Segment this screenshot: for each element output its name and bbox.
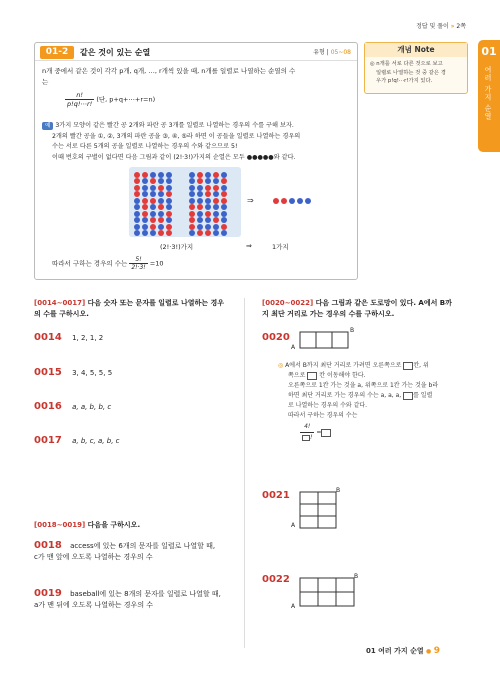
concept-answer [52, 256, 164, 271]
blue-ball [189, 178, 195, 184]
red-ball [221, 191, 227, 197]
problem-0014 [34, 332, 103, 343]
caption-left: (2!·3!)가지 [160, 243, 194, 251]
problem-number: 0018 [34, 540, 62, 551]
red-ball [150, 178, 156, 184]
blue-ball [213, 178, 219, 184]
point-b-label: B [336, 487, 341, 494]
concept-header [35, 43, 357, 61]
problem-0020-number: 0020 [262, 332, 290, 343]
red-ball [205, 230, 211, 236]
red-ball [189, 204, 195, 210]
problem-text: 1, 2, 1, 2 [72, 334, 104, 342]
road-grid-0021 [296, 488, 342, 532]
hint-line: 따라서 구하는 경우의 수는 [288, 412, 358, 419]
hint-line: A에서 B까지 최단 거리로 가려면 오른쪽으로 [285, 362, 402, 369]
red-ball [189, 217, 195, 223]
point-a-label: A [291, 344, 296, 351]
header-section: 정답 및 풀이 [416, 23, 449, 30]
hint-mark: ◎ [278, 362, 284, 369]
answer-value: =10 [149, 259, 164, 268]
problem-text: a, b, c, a, b, c [72, 437, 120, 445]
blue-ball [213, 204, 219, 210]
page-number: 9 [433, 646, 440, 656]
blue-ball [142, 230, 148, 236]
blue-ball [166, 217, 172, 223]
answer-fraction [129, 256, 147, 271]
blue-ball [221, 230, 227, 236]
point-b-label: B [350, 327, 355, 334]
hint-numerator: 4! [300, 422, 314, 433]
concept-box [34, 42, 358, 280]
red-ball [134, 178, 140, 184]
red-ball [221, 178, 227, 184]
problem-0016 [34, 401, 111, 412]
red-ball [134, 191, 140, 197]
concept-type [313, 47, 351, 56]
blue-ball [166, 204, 172, 210]
answer-blank[interactable] [302, 435, 310, 441]
blue-ball [197, 191, 203, 197]
intro-line-1: n개 중에서 같은 것이 각각 p개, q개, …, r개씩 있을 때, n개를 일렬로 나열하는 순열의 수 [42, 67, 296, 75]
blue-ball [221, 204, 227, 210]
blue-ball [134, 230, 140, 236]
problem-text: 3, 4, 5, 5, 5 [72, 369, 113, 377]
note-line: 일렬로 나열하는 것 중 같은 경 [376, 69, 446, 76]
blue-ball [158, 178, 164, 184]
hint-line: 오른쪽으로 1칸 가는 것을 a, 위쪽으로 1칸 가는 것을 b라 [288, 382, 439, 389]
blue-ball [205, 217, 211, 223]
section-text: 다음을 구하시오. [87, 521, 141, 529]
section-range: [0020~0022] [262, 299, 314, 307]
blue-ball [134, 217, 140, 223]
red-ball [213, 217, 219, 223]
blue-ball [150, 191, 156, 197]
blue-ball [158, 191, 164, 197]
red-ball [150, 217, 156, 223]
problem-text: baseball에 있는 8개의 문자를 일렬로 나열할 때, [70, 590, 221, 598]
example-line-3: 수는 서로 다른 5개의 공을 일렬로 나열하는 경우의 수와 같으므로 5! [52, 143, 238, 150]
hint-equals: = [316, 429, 322, 436]
column-divider [244, 298, 245, 648]
blue-ball [142, 217, 148, 223]
problem-text-2: a가 맨 뒤에 오도록 나열하는 경우의 수 [34, 601, 154, 609]
red-ball [273, 198, 279, 204]
answer-numerator: 5! [129, 256, 147, 264]
red-ball [158, 204, 164, 210]
problem-0018 [34, 540, 239, 563]
point-a-label: A [291, 603, 296, 610]
red-ball [166, 191, 172, 197]
type-range: 05~08 [330, 49, 351, 56]
ball-arrangement-grid [129, 167, 241, 237]
hint-line: 를 일렬 [413, 392, 433, 399]
chapter-label: 여러 가지 순열 [484, 66, 492, 121]
formula-condition: (단, p+q+⋯+r=n) [96, 95, 156, 104]
blue-ball [205, 204, 211, 210]
example-line-1: 3가지 모양이 같은 빨간 공 2개와 파란 공 3개를 일렬로 나열하는 경우의 수를 구해 보자. [55, 122, 294, 129]
note-line: ◎ n개를 서로 다른 것으로 보고 [370, 61, 443, 67]
problem-number: 0015 [34, 367, 62, 378]
red-ball [158, 217, 164, 223]
red-ball [197, 230, 203, 236]
blue-ball [221, 217, 227, 223]
header-nav [416, 21, 466, 30]
hint-line: 쪽으로 [288, 372, 306, 379]
problem-number: 0017 [34, 435, 62, 446]
concept-example [42, 121, 352, 163]
road-grid-0022 [296, 574, 358, 610]
blue-ball [197, 217, 203, 223]
section-0020-0022 [262, 298, 467, 320]
problem-number: 0016 [34, 401, 62, 412]
problem-number: 0014 [34, 332, 62, 343]
blue-ball [305, 198, 311, 204]
header-page-ref: 2쪽 [456, 23, 466, 30]
concept-note [364, 42, 468, 94]
blue-ball [142, 178, 148, 184]
answer-blank[interactable] [403, 392, 413, 400]
note-line: 우가 p!q!⋯r!가지 있다. [376, 78, 433, 84]
hint-line: 로 나열하는 경우의 수와 같다. [288, 402, 368, 409]
note-title: 개념 Note [365, 43, 467, 57]
red-ball [197, 178, 203, 184]
hint-denominator: ! [300, 433, 314, 443]
intro-line-2: 는 [42, 78, 49, 86]
example-tag: 예 [42, 122, 53, 130]
red-ball [197, 204, 203, 210]
red-ball [166, 230, 172, 236]
section-0018-0019 [34, 520, 140, 531]
answer-prefix: 따라서 구하는 경우의 수는 [52, 259, 128, 268]
header-arrow: » [450, 23, 455, 30]
page-footer [366, 646, 440, 656]
blue-ball [289, 198, 295, 204]
problem-0022-number: 0022 [262, 574, 290, 585]
answer-blank[interactable] [307, 372, 317, 380]
caption-right: 1가지 [272, 243, 289, 251]
blue-ball [205, 178, 211, 184]
point-a-label: A [291, 522, 296, 529]
section-range: [0014~0017] [34, 299, 86, 307]
road-grid-0020 [296, 328, 358, 354]
chapter-side-tab [478, 40, 500, 152]
footer-bullet: ● [426, 648, 432, 655]
problem-0019 [34, 588, 239, 611]
concept-badge: 01-2 [40, 46, 74, 59]
caption-arrow: ⇒ [246, 242, 252, 250]
hint-line: 칸, 위 [413, 362, 429, 369]
note-body [370, 60, 464, 86]
blue-ball [189, 230, 195, 236]
problem-text: a, a, b, b, c [72, 403, 112, 411]
point-b-label: B [354, 573, 359, 580]
concept-title: 같은 것이 있는 순열 [80, 48, 151, 57]
problem-0017 [34, 435, 120, 446]
blue-ball [297, 198, 303, 204]
red-ball [281, 198, 287, 204]
section-text-2: 의 수를 구하시오. [34, 310, 89, 318]
blue-ball [189, 191, 195, 197]
formula-fraction [65, 91, 94, 108]
problem-0015 [34, 367, 112, 378]
problem-number: 0019 [34, 588, 62, 599]
concept-formula [65, 91, 185, 108]
formula-numerator: n! [65, 91, 94, 100]
implies-arrow: ⇒ [247, 196, 254, 205]
answer-denominator: 2!·3! [131, 264, 146, 271]
problem-text-2: c가 맨 앞에 오도록 나열하는 경우의 수 [34, 553, 153, 561]
hint-fraction [300, 422, 314, 443]
red-ball [142, 204, 148, 210]
type-label: 유형 | [313, 49, 329, 56]
example-line-4: 이때 번호의 구별이 없다면 다음 그림과 같이 (2!·3!)가지의 순열은 모두 ●●●●●와 같다. [52, 153, 296, 161]
red-ball [205, 191, 211, 197]
answer-blank[interactable] [321, 429, 331, 437]
red-ball [158, 230, 164, 236]
problem-text: access에 있는 6개의 문자를 일렬로 나열할 때, [70, 542, 216, 550]
blue-ball [134, 204, 140, 210]
blue-ball [166, 178, 172, 184]
section-text: 다음 숫자 또는 문자를 일렬로 나열하는 경우 [87, 299, 225, 307]
hint-line: 하면 최단 거리로 가는 경우의 수는 a, a, a, [288, 392, 402, 399]
section-range: [0018~0019] [34, 521, 86, 529]
footer-chapter: 01 여러 가지 순열 [365, 647, 424, 655]
formula-denominator: p!q!⋯r! [67, 100, 93, 108]
section-text-2: 지 최단 거리로 가는 경우의 수를 구하시오. [262, 310, 395, 318]
chapter-number: 01 [481, 45, 497, 58]
blue-ball [213, 230, 219, 236]
blue-ball [213, 191, 219, 197]
concept-intro [42, 66, 350, 88]
problem-0021-number: 0021 [262, 490, 290, 501]
blue-ball [142, 191, 148, 197]
hint-line: 칸 이동해야 한다. [319, 372, 366, 379]
example-line-2: 2개의 빨간 공을 ①, ②, 3개의 파란 공을 ③, ④, ⑤라 하면 이 공들을 일렬로 나열하는 경우의 [52, 132, 301, 140]
blue-ball [150, 204, 156, 210]
section-text: 다음 그림과 같은 도로망이 있다. A에서 B까 [315, 299, 452, 307]
answer-blank[interactable] [403, 362, 413, 370]
hint-answer [278, 422, 468, 443]
hint-0020 [278, 361, 468, 443]
blue-ball [150, 230, 156, 236]
section-0014-0017 [34, 298, 239, 320]
